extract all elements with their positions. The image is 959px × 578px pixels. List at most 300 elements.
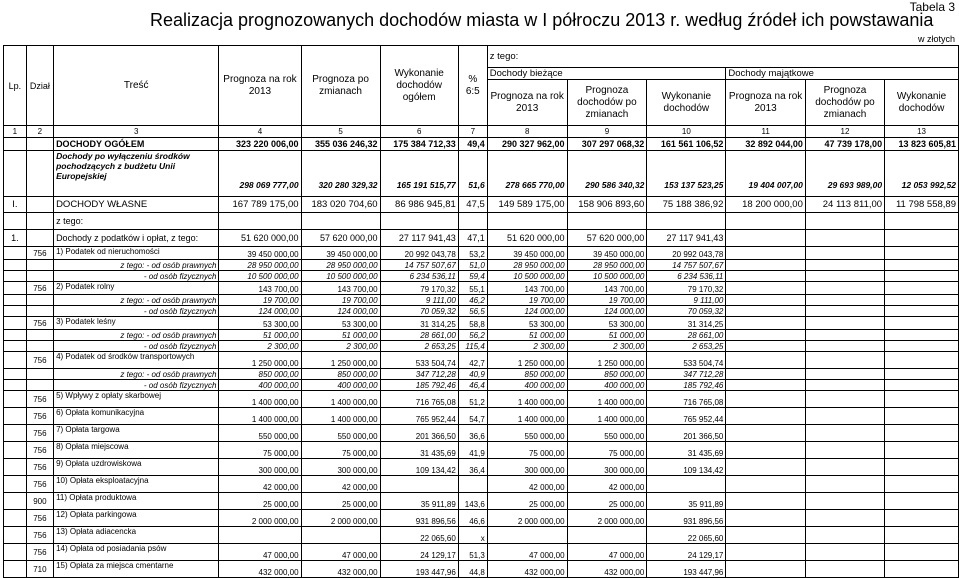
value-cell: 432 000,00 xyxy=(219,561,301,578)
value-cell: 31 314,25 xyxy=(380,317,458,330)
row-label: 8) Opłata miejscowa xyxy=(54,442,219,459)
value-cell xyxy=(487,213,567,230)
value-cell: 550 000,00 xyxy=(219,425,301,442)
row-item xyxy=(4,391,959,408)
value-cell: 22 065,60 xyxy=(647,527,726,544)
value-cell: 28 661,00 xyxy=(380,330,458,341)
value-cell: 765 952,44 xyxy=(647,408,726,425)
column-number-row xyxy=(4,126,959,138)
value-cell: 58,8 xyxy=(458,317,487,330)
row-item xyxy=(4,271,959,282)
value-cell: 161 561 106,52 xyxy=(647,138,726,151)
dzial-cell xyxy=(26,271,53,282)
lp-cell xyxy=(4,493,27,510)
row-item xyxy=(4,260,959,271)
column-number: 7 xyxy=(458,126,487,138)
value-cell xyxy=(487,527,567,544)
value-cell: 28 950 000,00 xyxy=(219,260,301,271)
value-cell: 1 400 000,00 xyxy=(567,391,647,408)
row-item xyxy=(4,341,959,352)
value-cell xyxy=(805,271,884,282)
value-cell: 1 400 000,00 xyxy=(219,408,301,425)
value-cell: 47,5 xyxy=(458,197,487,213)
value-cell xyxy=(885,476,959,493)
row-label: 4) Podatek od środków transportowych xyxy=(54,352,219,369)
unit-label: w złotych xyxy=(917,34,955,44)
row-item xyxy=(4,510,959,527)
dzial-cell: 756 xyxy=(26,527,53,544)
value-cell: 2 000 000,00 xyxy=(301,510,380,527)
value-cell: 124 000,00 xyxy=(301,306,380,317)
row-item xyxy=(4,527,959,544)
value-cell xyxy=(885,561,959,578)
value-cell: 716 765,08 xyxy=(647,391,726,408)
value-cell: 10 500 000,00 xyxy=(301,271,380,282)
value-cell xyxy=(726,230,806,247)
value-cell: 35 911,89 xyxy=(380,493,458,510)
value-cell: 51 620 000,00 xyxy=(487,230,567,247)
value-cell: 70 059,32 xyxy=(380,306,458,317)
lp-cell xyxy=(4,151,27,197)
row-podatki xyxy=(4,230,959,247)
value-cell xyxy=(726,408,806,425)
value-cell: 28 661,00 xyxy=(647,330,726,341)
value-cell: 1 400 000,00 xyxy=(567,408,647,425)
lp-cell xyxy=(4,330,27,341)
lp-cell xyxy=(4,510,27,527)
value-cell xyxy=(805,282,884,295)
row-item xyxy=(4,561,959,578)
value-cell xyxy=(726,271,806,282)
row-label: - od osób fizycznych xyxy=(54,380,219,391)
value-cell: 432 000,00 xyxy=(567,561,647,578)
value-cell: 1 250 000,00 xyxy=(487,352,567,369)
value-cell: 51 000,00 xyxy=(301,330,380,341)
value-cell: 143 700,00 xyxy=(567,282,647,295)
value-cell: 1 400 000,00 xyxy=(301,391,380,408)
value-cell: 53 300,00 xyxy=(219,317,301,330)
value-cell: 2 653,25 xyxy=(647,341,726,352)
value-cell xyxy=(885,260,959,271)
lp-cell xyxy=(4,295,27,306)
row-label: 1) Podatek od nieruchomości xyxy=(54,247,219,260)
row-label: z tego: - od osób prawnych xyxy=(54,369,219,380)
row-label: 9) Opłata uzdrowiskowa xyxy=(54,459,219,476)
value-cell xyxy=(726,306,806,317)
value-cell xyxy=(885,510,959,527)
lp-cell xyxy=(4,306,27,317)
value-cell: 300 000,00 xyxy=(301,459,380,476)
value-cell xyxy=(726,369,806,380)
value-cell: 347 712,28 xyxy=(380,369,458,380)
value-cell: 400 000,00 xyxy=(487,380,567,391)
value-cell xyxy=(726,527,806,544)
value-cell: 400 000,00 xyxy=(567,380,647,391)
dzial-cell: 756 xyxy=(26,352,53,369)
value-cell xyxy=(805,369,884,380)
value-cell: 400 000,00 xyxy=(301,380,380,391)
value-cell: 20 992 043,78 xyxy=(647,247,726,260)
header-b-prog-zm: Prognoza dochodów po zmianach xyxy=(567,80,647,126)
value-cell: 19 404 007,00 xyxy=(726,151,806,197)
row-label: 14) Opłata od posiadania psów xyxy=(54,544,219,561)
value-cell: 550 000,00 xyxy=(301,425,380,442)
value-cell xyxy=(726,391,806,408)
value-cell: 931 896,56 xyxy=(380,510,458,527)
value-cell: x xyxy=(458,527,487,544)
value-cell: 550 000,00 xyxy=(567,425,647,442)
value-cell: 70 059,32 xyxy=(647,306,726,317)
value-cell: 32 892 044,00 xyxy=(726,138,806,151)
value-cell xyxy=(726,476,806,493)
value-cell xyxy=(885,295,959,306)
table-label: Tabela 3 xyxy=(909,0,955,14)
dzial-cell: 756 xyxy=(26,459,53,476)
row-item xyxy=(4,317,959,330)
row-item xyxy=(4,476,959,493)
lp-cell xyxy=(4,260,27,271)
value-cell: 39 450 000,00 xyxy=(487,247,567,260)
value-cell xyxy=(647,476,726,493)
row-label: 3) Podatek leśny xyxy=(54,317,219,330)
row-item xyxy=(4,425,959,442)
value-cell: 31 314,25 xyxy=(647,317,726,330)
value-cell: 201 366,50 xyxy=(380,425,458,442)
value-cell: 75 000,00 xyxy=(219,442,301,459)
value-cell: 46,4 xyxy=(458,380,487,391)
lp-cell xyxy=(4,544,27,561)
value-cell: 9 111,00 xyxy=(380,295,458,306)
dzial-cell xyxy=(26,213,53,230)
lp-cell xyxy=(4,425,27,442)
value-cell: 2 300,00 xyxy=(301,341,380,352)
row-item xyxy=(4,442,959,459)
lp-cell xyxy=(4,527,27,544)
header-majatkowe: Dochody majątkowe xyxy=(726,68,959,80)
value-cell: 1 400 000,00 xyxy=(487,408,567,425)
value-cell: 124 000,00 xyxy=(219,306,301,317)
value-cell: 49,4 xyxy=(458,138,487,151)
value-cell xyxy=(301,213,380,230)
value-cell: 307 297 068,32 xyxy=(567,138,647,151)
dzial-cell xyxy=(26,138,53,151)
value-cell: 79 170,32 xyxy=(647,282,726,295)
value-cell xyxy=(805,408,884,425)
value-cell: 25 000,00 xyxy=(219,493,301,510)
value-cell: 300 000,00 xyxy=(487,459,567,476)
value-cell xyxy=(805,260,884,271)
value-cell: 143 700,00 xyxy=(219,282,301,295)
value-cell xyxy=(805,544,884,561)
row-ogolem xyxy=(4,138,959,151)
row-label: 12) Opłata parkingowa xyxy=(54,510,219,527)
value-cell: 143,6 xyxy=(458,493,487,510)
lp-cell xyxy=(4,271,27,282)
lp-cell xyxy=(4,341,27,352)
value-cell xyxy=(726,213,806,230)
value-cell xyxy=(885,425,959,442)
dzial-cell xyxy=(26,380,53,391)
value-cell xyxy=(885,380,959,391)
value-cell: 28 950 000,00 xyxy=(487,260,567,271)
value-cell: 75 000,00 xyxy=(301,442,380,459)
value-cell: 13 823 605,81 xyxy=(885,138,959,151)
row-item xyxy=(4,306,959,317)
row-item xyxy=(4,282,959,295)
value-cell xyxy=(805,380,884,391)
value-cell xyxy=(726,380,806,391)
value-cell: 432 000,00 xyxy=(301,561,380,578)
dzial-cell: 756 xyxy=(26,510,53,527)
lp-cell xyxy=(4,561,27,578)
value-cell xyxy=(567,527,647,544)
lp-cell xyxy=(4,476,27,493)
value-cell: 56,2 xyxy=(458,330,487,341)
value-cell xyxy=(885,282,959,295)
header-row-1 xyxy=(4,46,959,68)
value-cell: 86 986 945,81 xyxy=(380,197,458,213)
value-cell: 24 129,17 xyxy=(380,544,458,561)
dzial-cell: 900 xyxy=(26,493,53,510)
value-cell: 42 000,00 xyxy=(487,476,567,493)
row-label: 2) Podatek rolny xyxy=(54,282,219,295)
value-cell: 183 020 704,60 xyxy=(301,197,380,213)
value-cell xyxy=(805,230,884,247)
row-label: 7) Opłata targowa xyxy=(54,425,219,442)
value-cell: 51 000,00 xyxy=(487,330,567,341)
value-cell: 27 117 941,43 xyxy=(647,230,726,247)
value-cell xyxy=(726,317,806,330)
value-cell: 716 765,08 xyxy=(380,391,458,408)
value-cell xyxy=(380,213,458,230)
value-cell xyxy=(805,295,884,306)
dzial-cell: 710 xyxy=(26,561,53,578)
row-item xyxy=(4,247,959,260)
value-cell xyxy=(885,442,959,459)
row-item xyxy=(4,330,959,341)
value-cell xyxy=(885,408,959,425)
value-cell: 2 000 000,00 xyxy=(219,510,301,527)
column-number: 3 xyxy=(54,126,219,138)
lp-cell xyxy=(4,247,27,260)
value-cell: 2 000 000,00 xyxy=(487,510,567,527)
value-cell: 24 113 811,00 xyxy=(805,197,884,213)
value-cell: 19 700,00 xyxy=(487,295,567,306)
header-b-wyk: Wykonanie dochodów xyxy=(647,80,726,126)
value-cell: 47 739 178,00 xyxy=(805,138,884,151)
value-cell: 1 250 000,00 xyxy=(301,352,380,369)
value-cell xyxy=(805,213,884,230)
value-cell: 40,9 xyxy=(458,369,487,380)
value-cell xyxy=(458,476,487,493)
value-cell: 290 586 340,32 xyxy=(567,151,647,197)
value-cell: 36,4 xyxy=(458,459,487,476)
value-cell xyxy=(726,341,806,352)
dzial-cell: 756 xyxy=(26,282,53,295)
dzial-cell: 756 xyxy=(26,544,53,561)
dzial-cell: 756 xyxy=(26,408,53,425)
value-cell: 39 450 000,00 xyxy=(567,247,647,260)
value-cell xyxy=(885,271,959,282)
row-item xyxy=(4,544,959,561)
value-cell: 51,2 xyxy=(458,391,487,408)
value-cell xyxy=(726,459,806,476)
value-cell: 53 300,00 xyxy=(567,317,647,330)
header-lp: Lp. xyxy=(4,46,27,126)
value-cell xyxy=(885,230,959,247)
value-cell xyxy=(885,369,959,380)
column-number: 10 xyxy=(647,126,726,138)
row-label: Dochody po wyłączeniu środków pochodzących z budżetu Unii Europejskiej xyxy=(54,151,219,197)
value-cell: 25 000,00 xyxy=(301,493,380,510)
value-cell: 55,1 xyxy=(458,282,487,295)
header-z-tego: z tego: xyxy=(487,46,958,68)
value-cell: 10 500 000,00 xyxy=(219,271,301,282)
value-cell xyxy=(885,330,959,341)
value-cell: 193 447,96 xyxy=(647,561,726,578)
value-cell: 320 280 329,32 xyxy=(301,151,380,197)
value-cell xyxy=(301,527,380,544)
header-pct: % 6:5 xyxy=(458,46,487,126)
value-cell: 167 789 175,00 xyxy=(219,197,301,213)
value-cell: 39 450 000,00 xyxy=(301,247,380,260)
value-cell: 25 000,00 xyxy=(567,493,647,510)
value-cell xyxy=(885,247,959,260)
lp-cell xyxy=(4,138,27,151)
row-label: z tego: xyxy=(54,213,219,230)
column-number: 6 xyxy=(380,126,458,138)
value-cell xyxy=(885,306,959,317)
row-item xyxy=(4,295,959,306)
value-cell: 47 000,00 xyxy=(567,544,647,561)
dzial-cell: 756 xyxy=(26,247,53,260)
value-cell: 19 700,00 xyxy=(219,295,301,306)
dzial-cell xyxy=(26,295,53,306)
value-cell: 347 712,28 xyxy=(647,369,726,380)
value-cell: 53 300,00 xyxy=(487,317,567,330)
value-cell: 46,2 xyxy=(458,295,487,306)
value-cell: 14 757 507,67 xyxy=(647,260,726,271)
header-tresc: Treść xyxy=(54,46,219,126)
row-label: 5) Wpływy z opłaty skarbowej xyxy=(54,391,219,408)
value-cell: 22 065,60 xyxy=(380,527,458,544)
column-number: 1 xyxy=(4,126,27,138)
value-cell: 25 000,00 xyxy=(487,493,567,510)
dzial-cell xyxy=(26,260,53,271)
value-cell: 47 000,00 xyxy=(219,544,301,561)
value-cell: 51 620 000,00 xyxy=(219,230,301,247)
value-cell: 2 653,25 xyxy=(380,341,458,352)
column-number: 8 xyxy=(487,126,567,138)
value-cell: 27 117 941,43 xyxy=(380,230,458,247)
lp-cell xyxy=(4,459,27,476)
value-cell: 42 000,00 xyxy=(301,476,380,493)
value-cell xyxy=(885,352,959,369)
value-cell: 10 500 000,00 xyxy=(567,271,647,282)
value-cell xyxy=(885,527,959,544)
value-cell: 143 700,00 xyxy=(487,282,567,295)
row-label: - od osób fizycznych xyxy=(54,341,219,352)
value-cell: 31 435,69 xyxy=(647,442,726,459)
value-cell: 298 069 777,00 xyxy=(219,151,301,197)
dzial-cell xyxy=(26,341,53,352)
lp-cell xyxy=(4,442,27,459)
value-cell xyxy=(726,425,806,442)
value-cell xyxy=(885,213,959,230)
value-cell: 143 700,00 xyxy=(301,282,380,295)
value-cell: 765 952,44 xyxy=(380,408,458,425)
row-z-tego xyxy=(4,213,959,230)
lp-cell xyxy=(4,352,27,369)
value-cell: 300 000,00 xyxy=(567,459,647,476)
value-cell: 19 700,00 xyxy=(301,295,380,306)
dzial-cell xyxy=(26,230,53,247)
value-cell xyxy=(805,442,884,459)
value-cell: 53,2 xyxy=(458,247,487,260)
value-cell xyxy=(805,341,884,352)
value-cell: 931 896,56 xyxy=(647,510,726,527)
row-label: 10) Opłata eksploatacyjna xyxy=(54,476,219,493)
value-cell: 1 400 000,00 xyxy=(301,408,380,425)
value-cell: 57 620 000,00 xyxy=(567,230,647,247)
value-cell: 42 000,00 xyxy=(567,476,647,493)
value-cell xyxy=(726,330,806,341)
value-cell: 19 700,00 xyxy=(567,295,647,306)
value-cell xyxy=(726,282,806,295)
value-cell: 278 665 770,00 xyxy=(487,151,567,197)
dzial-cell xyxy=(26,197,53,213)
header-biezace: Dochody bieżące xyxy=(487,68,726,80)
dzial-cell: 756 xyxy=(26,317,53,330)
value-cell xyxy=(885,459,959,476)
value-cell: 2 000 000,00 xyxy=(567,510,647,527)
value-cell xyxy=(726,442,806,459)
value-cell: 12 053 992,52 xyxy=(885,151,959,197)
dzial-cell xyxy=(26,151,53,197)
row-item xyxy=(4,369,959,380)
value-cell: 201 366,50 xyxy=(647,425,726,442)
value-cell: 57 620 000,00 xyxy=(301,230,380,247)
value-cell: 46,6 xyxy=(458,510,487,527)
header-m-prog2013: Prognoza na rok 2013 xyxy=(726,80,806,126)
value-cell: 290 327 962,00 xyxy=(487,138,567,151)
dzial-cell xyxy=(26,369,53,380)
value-cell: 9 111,00 xyxy=(647,295,726,306)
value-cell: 400 000,00 xyxy=(219,380,301,391)
column-number: 9 xyxy=(567,126,647,138)
row-item xyxy=(4,380,959,391)
value-cell xyxy=(885,317,959,330)
header-wyk-ogol: Wykonanie dochodów ogółem xyxy=(380,46,458,126)
value-cell: 28 950 000,00 xyxy=(301,260,380,271)
value-cell: 850 000,00 xyxy=(487,369,567,380)
dzial-cell: 756 xyxy=(26,442,53,459)
value-cell: 6 234 536,11 xyxy=(380,271,458,282)
value-cell: 47 000,00 xyxy=(301,544,380,561)
value-cell xyxy=(805,493,884,510)
lp-cell xyxy=(4,408,27,425)
lp-cell xyxy=(4,391,27,408)
value-cell: 54,7 xyxy=(458,408,487,425)
lp-cell xyxy=(4,369,27,380)
value-cell: 24 129,17 xyxy=(647,544,726,561)
value-cell: 51,6 xyxy=(458,151,487,197)
value-cell: 2 300,00 xyxy=(487,341,567,352)
dzial-cell: 756 xyxy=(26,425,53,442)
header-m-wyk: Wykonanie dochodów xyxy=(885,80,959,126)
column-number: 11 xyxy=(726,126,806,138)
dzial-cell xyxy=(26,306,53,317)
